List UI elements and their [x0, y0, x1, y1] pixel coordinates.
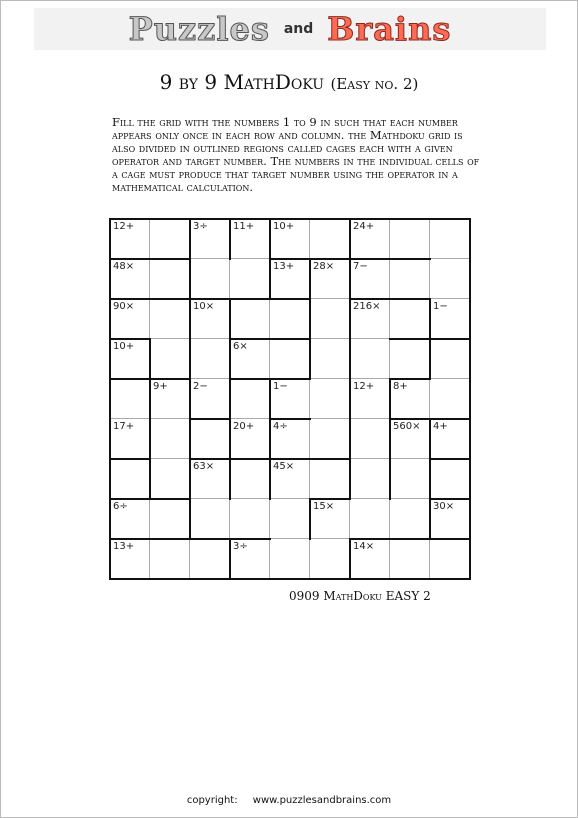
cage-wall: [109, 458, 151, 460]
grid-cell[interactable]: [430, 459, 470, 499]
cage-wall: [269, 338, 311, 340]
cage-wall: [309, 258, 351, 260]
cage-wall: [189, 298, 191, 340]
grid-cell[interactable]: [230, 459, 270, 499]
cage-wall: [429, 458, 431, 500]
mathdoku-grid: [109, 218, 471, 580]
cage-wall: [389, 378, 391, 420]
grid-cell[interactable]: [310, 379, 350, 419]
cage-wall: [229, 338, 271, 340]
grid-cell[interactable]: [350, 459, 390, 499]
grid-cell[interactable]: [310, 299, 350, 339]
cage-wall: [349, 378, 351, 420]
cage-wall: [429, 338, 471, 340]
cage-wall: [229, 298, 271, 300]
copyright-label: copyright:: [186, 795, 238, 806]
cage-clue: 216×: [353, 301, 381, 312]
grid-cell[interactable]: [310, 459, 350, 499]
grid-cell[interactable]: [390, 259, 430, 299]
cage-clue: 10+: [113, 341, 135, 352]
cage-clue: 1−: [433, 301, 448, 312]
cage-clue: 45×: [273, 461, 295, 472]
grid-cell[interactable]: [310, 539, 350, 579]
cage-wall: [349, 338, 351, 380]
cage-wall: [109, 498, 151, 500]
grid-cell[interactable]: [390, 459, 430, 499]
grid-cell[interactable]: [270, 299, 310, 339]
cage-wall: [269, 458, 311, 460]
grid-cell[interactable]: [430, 219, 470, 259]
cage-wall: [189, 258, 191, 300]
cage-clue: 17+: [113, 421, 135, 432]
grid-cell[interactable]: [310, 219, 350, 259]
logo-brains: Brains: [327, 10, 452, 48]
cage-wall: [349, 258, 391, 260]
grid-cell[interactable]: [270, 339, 310, 379]
grid-cell[interactable]: [190, 539, 230, 579]
cage-wall: [229, 458, 231, 500]
grid-cell[interactable]: [310, 419, 350, 459]
grid-cell[interactable]: [430, 259, 470, 299]
cage-clue: 11+: [233, 221, 255, 232]
cage-wall: [309, 298, 311, 340]
cage-wall: [189, 418, 191, 460]
cage-wall: [149, 458, 151, 500]
cage-clue: 9+: [153, 381, 168, 392]
grid-cell[interactable]: [150, 299, 190, 339]
logo-and: and: [283, 21, 314, 37]
cage-wall: [229, 298, 231, 340]
cage-wall: [389, 418, 391, 460]
cage-wall: [149, 258, 191, 260]
grid-cell[interactable]: [150, 259, 190, 299]
grid-cell[interactable]: [430, 339, 470, 379]
cage-clue: 13+: [273, 261, 295, 272]
grid-cell[interactable]: [350, 499, 390, 539]
cage-wall: [229, 538, 231, 580]
cage-wall: [349, 458, 351, 500]
grid-cell[interactable]: [190, 259, 230, 299]
cage-wall: [229, 378, 231, 420]
grid-cell[interactable]: [150, 219, 190, 259]
cage-wall: [149, 538, 191, 540]
grid-cell[interactable]: [230, 299, 270, 339]
grid-cell[interactable]: [150, 339, 190, 379]
cage-clue: 2−: [193, 381, 208, 392]
cage-wall: [389, 418, 431, 420]
page-title: [0, 70, 578, 94]
grid-cell[interactable]: [110, 379, 150, 419]
cage-clue: 28×: [313, 261, 335, 272]
cage-clue: 15×: [313, 501, 335, 512]
instructions-text: Fill the grid with the numbers 1 to 9 in such that each number appears only once in each row and column. the Mathdoku grid is also divided in outlined regions called cages each with a given operator and target number. The numbers in the individual cells of a cage must produce that target number using the operator in a mathematical calculation.: [112, 115, 480, 194]
grid-cell[interactable]: [190, 339, 230, 379]
cage-wall: [349, 538, 351, 580]
cage-wall: [309, 338, 311, 380]
grid-cell[interactable]: [110, 459, 150, 499]
grid-border-right: [469, 218, 471, 580]
grid-cell[interactable]: [150, 499, 190, 539]
grid-border-left: [109, 218, 111, 580]
cage-wall: [309, 498, 311, 540]
cage-wall: [389, 338, 431, 340]
cage-wall: [429, 498, 431, 540]
logo-puzzles: Puzzles: [128, 10, 270, 48]
cage-wall: [269, 258, 271, 300]
cage-wall: [269, 378, 271, 420]
cage-wall: [229, 418, 231, 460]
cage-clue: 1−: [273, 381, 288, 392]
grid-cell[interactable]: [270, 499, 310, 539]
site-banner: [34, 8, 546, 50]
cage-wall: [429, 418, 471, 420]
cage-clue: 10+: [273, 221, 295, 232]
cage-wall: [189, 338, 191, 380]
cage-clue: 4÷: [273, 421, 288, 432]
grid-cell[interactable]: [150, 419, 190, 459]
cage-clue: 12+: [353, 381, 375, 392]
grid-cell[interactable]: [270, 539, 310, 579]
cage-wall: [429, 298, 431, 340]
cage-wall: [149, 378, 191, 380]
cage-clue: 6÷: [113, 501, 128, 512]
cage-wall: [349, 538, 391, 540]
cage-wall: [429, 498, 471, 500]
cage-clue: 560×: [393, 421, 421, 432]
grid-cell[interactable]: [230, 379, 270, 419]
grid-cell[interactable]: [430, 379, 470, 419]
grid-cell[interactable]: [430, 539, 470, 579]
grid-cell[interactable]: [390, 339, 430, 379]
cage-wall: [109, 538, 151, 540]
cage-clue: 3÷: [193, 221, 208, 232]
title-sub: (Easy no. 2): [330, 75, 419, 93]
cage-clue: 14×: [353, 541, 375, 552]
cage-wall: [109, 298, 151, 300]
cage-wall: [149, 498, 191, 500]
cage-wall: [389, 458, 391, 500]
cage-clue: 10×: [193, 301, 215, 312]
grid-cell[interactable]: [390, 299, 430, 339]
cage-wall: [429, 418, 431, 460]
cage-wall: [229, 458, 271, 460]
cage-wall: [149, 378, 151, 420]
grid-cell[interactable]: [390, 539, 430, 579]
cage-wall: [309, 498, 351, 500]
cage-clue: 63×: [193, 461, 215, 472]
grid-cell[interactable]: [190, 419, 230, 459]
cage-clue: 13+: [113, 541, 135, 552]
grid-cell[interactable]: [230, 259, 270, 299]
grid-border-bottom: [109, 578, 471, 580]
cage-clue: 12+: [113, 221, 135, 232]
cage-clue: 4+: [433, 421, 448, 432]
cage-wall: [189, 218, 191, 260]
cage-wall: [189, 378, 191, 420]
cage-wall: [189, 418, 231, 420]
grid-cell[interactable]: [390, 219, 430, 259]
cage-wall: [269, 218, 271, 260]
cage-wall: [109, 338, 151, 340]
cage-clue: 30×: [433, 501, 455, 512]
cage-wall: [229, 378, 271, 380]
cage-wall: [109, 258, 151, 260]
cage-clue: 20+: [233, 421, 255, 432]
grid-border-top: [109, 218, 471, 220]
grid-cell[interactable]: [350, 339, 390, 379]
grid-cell[interactable]: [350, 419, 390, 459]
cage-wall: [389, 298, 431, 300]
cage-wall: [309, 258, 311, 300]
cage-clue: 48×: [113, 261, 135, 272]
cage-wall: [269, 418, 311, 420]
cage-wall: [349, 298, 351, 340]
cage-wall: [149, 418, 151, 460]
cage-wall: [309, 458, 351, 460]
grid-cell[interactable]: [310, 339, 350, 379]
cage-wall: [389, 258, 431, 260]
cage-wall: [149, 298, 191, 300]
cage-wall: [189, 538, 231, 540]
grid-cell[interactable]: [230, 499, 270, 539]
cage-wall: [349, 418, 351, 460]
cage-wall: [229, 538, 271, 540]
cage-wall: [109, 378, 151, 380]
copyright-link[interactable]: www.puzzlesandbrains.com: [252, 795, 392, 806]
cage-wall: [269, 258, 311, 260]
cage-clue: 6×: [233, 341, 248, 352]
cage-wall: [189, 458, 191, 500]
cage-wall: [389, 378, 431, 380]
cage-wall: [189, 458, 231, 460]
cage-wall: [269, 378, 311, 380]
cage-wall: [429, 538, 471, 540]
cage-wall: [429, 458, 471, 460]
cage-wall: [349, 258, 351, 300]
grid-cell[interactable]: [190, 499, 230, 539]
puzzle-code: 0909 MathDoku EASY 2: [289, 589, 431, 603]
title-main: 9 by 9 MathDoku: [159, 70, 325, 94]
cage-clue: 7−: [353, 261, 368, 272]
cage-wall: [349, 298, 391, 300]
cage-wall: [429, 338, 431, 380]
cage-wall: [349, 218, 351, 260]
cage-wall: [269, 298, 311, 300]
grid-cell[interactable]: [150, 539, 190, 579]
cage-wall: [189, 498, 191, 540]
cage-wall: [229, 218, 231, 260]
cage-wall: [149, 338, 151, 380]
cage-wall: [229, 338, 231, 380]
cage-clue: 3÷: [233, 541, 248, 552]
cage-clue: 90×: [113, 301, 135, 312]
cage-wall: [269, 458, 271, 500]
cage-clue: 24+: [353, 221, 375, 232]
grid-cell[interactable]: [390, 499, 430, 539]
copyright-line: [0, 795, 578, 806]
grid-cell[interactable]: [150, 459, 190, 499]
cage-wall: [389, 538, 431, 540]
cage-wall: [189, 298, 231, 300]
cage-wall: [269, 418, 271, 460]
cage-clue: 8+: [393, 381, 408, 392]
